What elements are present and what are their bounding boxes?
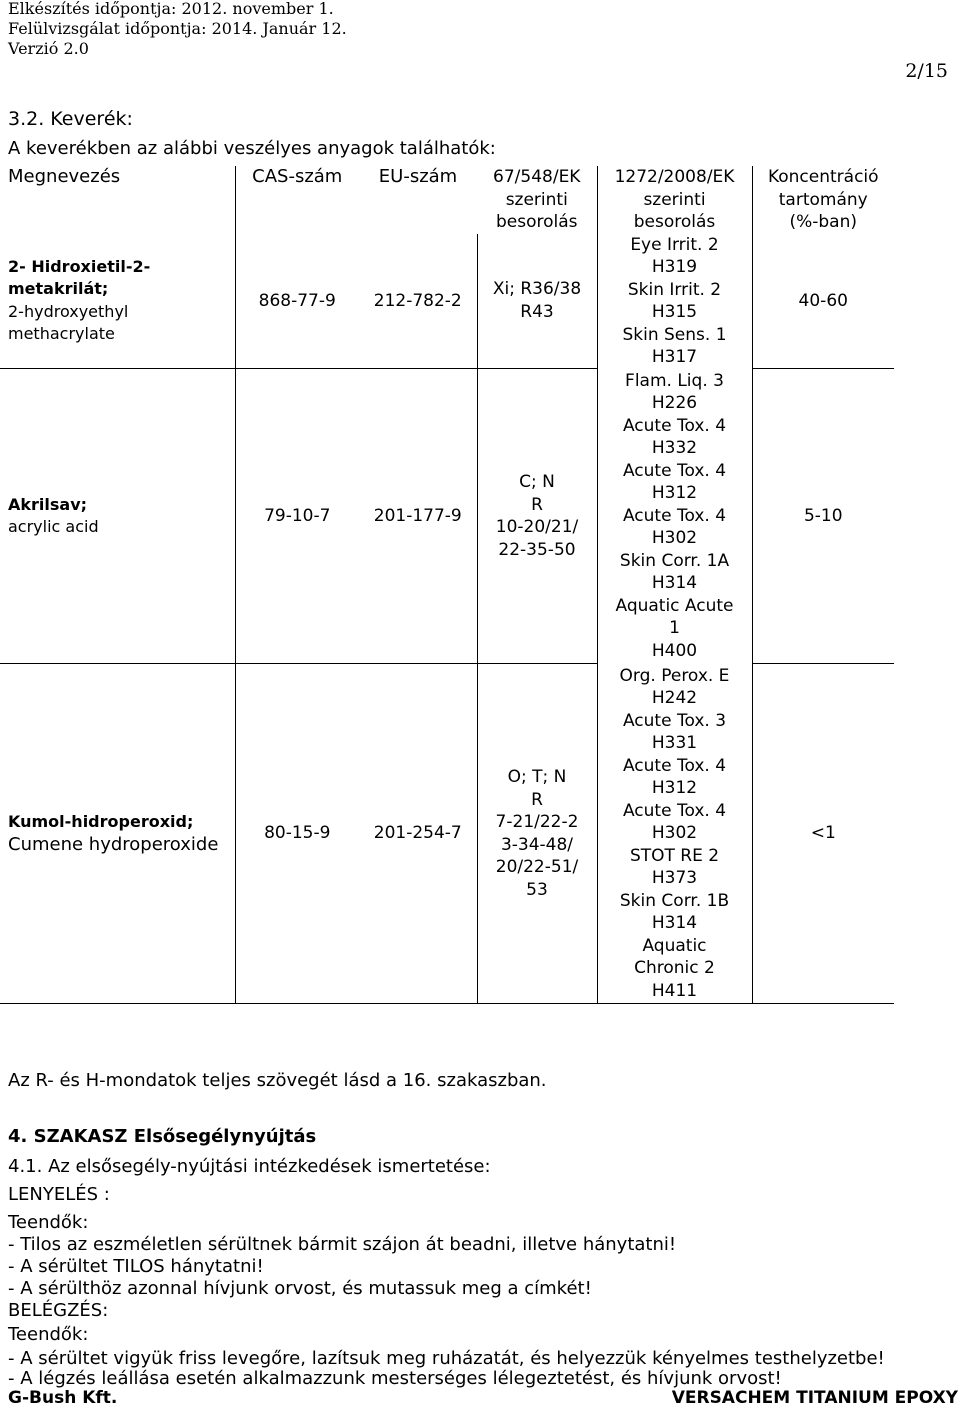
header-conc-line: tartomány: [778, 189, 868, 210]
header-conc-line: Koncentráció: [767, 167, 879, 187]
classification-line: Flam. Liq. 3: [625, 370, 724, 391]
classification-line: H314: [651, 913, 698, 933]
revision-date: Felülvizsgálat időpontja: 2014. Január 12.: [8, 19, 347, 38]
footer-product: VERSACHEM TITANIUM EPOXY: [671, 1388, 958, 1408]
table-header-row: [0, 166, 894, 234]
classification-line: Org. Perox. E: [619, 665, 730, 686]
substance-name-hu: metakrilát;: [8, 279, 109, 299]
classification-line: Aquatic Acute: [615, 595, 734, 616]
eu-number: 212-782-2: [359, 234, 477, 369]
classification-line: Xi; R36/38: [492, 279, 582, 300]
header-eu: EU-szám: [378, 166, 458, 187]
header-reg1272-line: 1272/2008/EK: [614, 167, 735, 187]
inhalation-instruction: - A sérültet vigyük friss levegőre, lazítsuk meg ruházatát, és helyezzük kényelmes testhelyzetbe!: [8, 1348, 885, 1369]
classification-line: H331: [651, 733, 698, 753]
section-4-title: 4. SZAKASZ Elsősegélynyújtás: [8, 1126, 317, 1147]
header-dir67: [477, 166, 597, 234]
classification-line: 7-21/22-2: [495, 812, 579, 832]
reg1272-classification: [597, 369, 752, 664]
concentration: <1: [752, 664, 894, 1004]
cas-number: 868-77-9: [235, 234, 359, 369]
header-dir67-line: besorolás: [495, 212, 578, 232]
ingestion-instruction: - Tilos az eszméletlen sérültnek bármit szájon át beadni, illetve hánytatni!: [8, 1234, 677, 1255]
header-name: Megnevezés: [0, 166, 235, 234]
table-row: [0, 234, 894, 369]
concentration: 40-60: [752, 234, 894, 369]
header-reg1272-line: szerinti: [643, 189, 706, 210]
classification-line: H315: [651, 302, 698, 322]
dir67-classification: [477, 664, 597, 1004]
classification-line: H314: [651, 573, 698, 594]
classification-line: H302: [651, 528, 698, 549]
header-dir67-line: szerinti: [505, 189, 568, 210]
classification-line: C; N: [519, 472, 555, 492]
reg1272-classification: [597, 234, 752, 369]
hazardous-components-table: [0, 166, 894, 1004]
classification-line: Acute Tox. 4: [622, 415, 727, 436]
reg1272-classification: [597, 664, 752, 1004]
substance-name: [0, 664, 235, 1004]
footer-company: G-Bush Kft.: [8, 1388, 118, 1408]
section-3-2-title: 3.2. Keverék:: [8, 108, 133, 130]
header-dir67-line: 67/548/EK: [493, 167, 581, 187]
substance-name-hu: Akrilsav;: [8, 494, 88, 514]
header-reg1272: [597, 166, 752, 234]
classification-line: H411: [651, 980, 698, 1001]
classification-line: H332: [651, 438, 698, 459]
classification-line: H302: [651, 823, 698, 843]
inhalation-todo-label: Teendők:: [8, 1324, 89, 1345]
classification-line: R: [531, 789, 543, 810]
classification-line: 10-20/21/: [495, 517, 579, 537]
classification-line: H226: [651, 393, 698, 414]
classification-line: 3-34-48/: [500, 834, 574, 855]
classification-line: Acute Tox. 4: [622, 755, 727, 776]
substance-name-hu: 2- Hidroxietil-2-: [8, 256, 151, 276]
classification-line: 22-35-50: [498, 539, 576, 560]
substance-name-hu: Kumol-hidroperoxid;: [8, 812, 194, 831]
section-4-1-title: 4.1. Az elsősegély-nyújtási intézkedések ismertetése:: [8, 1156, 491, 1177]
classification-line: 1: [669, 618, 680, 639]
classification-line: STOT RE 2: [629, 845, 720, 866]
ingestion-instruction: - A sérültet TILOS hánytatni!: [8, 1256, 264, 1277]
table-row: [0, 664, 894, 1004]
substance-name: [0, 234, 235, 369]
header-cas: CAS-szám: [252, 166, 343, 187]
classification-line: 53: [526, 879, 548, 900]
header-concentration: [752, 166, 894, 234]
classification-line: H319: [651, 257, 698, 277]
version-label: Verzió 2.0: [8, 39, 89, 58]
classification-line: R: [531, 494, 543, 515]
dir67-classification: [477, 369, 597, 664]
substance-name-en: methacrylate: [8, 324, 115, 344]
classification-line: Aquatic: [642, 935, 707, 956]
classification-line: O; T; N: [507, 767, 567, 787]
classification-line: Chronic 2: [634, 958, 715, 978]
header-reg1272-line: besorolás: [633, 212, 716, 232]
cas-number: 79-10-7: [235, 369, 359, 664]
classification-line: Skin Irrit. 2: [627, 279, 722, 300]
header-conc-line: (%-ban): [789, 212, 858, 232]
classification-line: R43: [520, 301, 554, 322]
eu-number: 201-177-9: [359, 369, 477, 664]
page-number: 2/15: [905, 60, 948, 82]
classification-line: H312: [651, 778, 698, 798]
substance-name-en: acrylic acid: [8, 517, 99, 536]
classification-line: Skin Corr. 1B: [619, 890, 730, 911]
substance-name: [0, 369, 235, 664]
ingestion-instruction: - A sérülthöz azonnal hívjunk orvost, és mutassuk meg a címkét!: [8, 1278, 592, 1299]
eu-number: 201-254-7: [359, 664, 477, 1004]
concentration: 5-10: [752, 369, 894, 664]
table-row: [0, 369, 894, 664]
classification-line: H242: [651, 688, 698, 708]
classification-line: Eye Irrit. 2: [630, 234, 719, 255]
ingestion-todo-label: Teendők:: [8, 1212, 89, 1233]
classification-line: Skin Sens. 1: [622, 324, 727, 345]
classification-line: Acute Tox. 4: [622, 800, 727, 821]
classification-line: H400: [651, 640, 698, 661]
classification-line: Acute Tox. 4: [622, 460, 727, 481]
created-date: Elkészítés időpontja: 2012. november 1.: [8, 0, 334, 18]
substance-name-en: Cumene hydroperoxide: [8, 833, 219, 855]
classification-line: H317: [651, 347, 698, 367]
cas-number: 80-15-9: [235, 664, 359, 1004]
inhalation-instruction: - A légzés leállása esetén alkalmazzunk mesterséges lélegeztetést, és hívjunk orvost!: [8, 1368, 782, 1389]
ingestion-heading: LENYELÉS :: [8, 1184, 110, 1205]
section-3-2-intro: A keverékben az alábbi veszélyes anyagok találhatók:: [8, 138, 496, 159]
dir67-classification: [477, 234, 597, 369]
inhalation-heading: BELÉGZÉS:: [8, 1300, 109, 1321]
classification-line: 20/22-51/: [495, 857, 579, 877]
classification-line: Skin Corr. 1A: [619, 550, 730, 571]
substance-name-en: 2-hydroxyethyl: [8, 301, 129, 321]
classification-line: H312: [651, 483, 698, 504]
classification-line: H373: [651, 868, 698, 888]
r-h-sentences-note: Az R- és H-mondatok teljes szövegét lásd a 16. szakaszban.: [8, 1070, 547, 1091]
classification-line: Acute Tox. 4: [622, 505, 727, 526]
classification-line: Acute Tox. 3: [622, 710, 727, 731]
